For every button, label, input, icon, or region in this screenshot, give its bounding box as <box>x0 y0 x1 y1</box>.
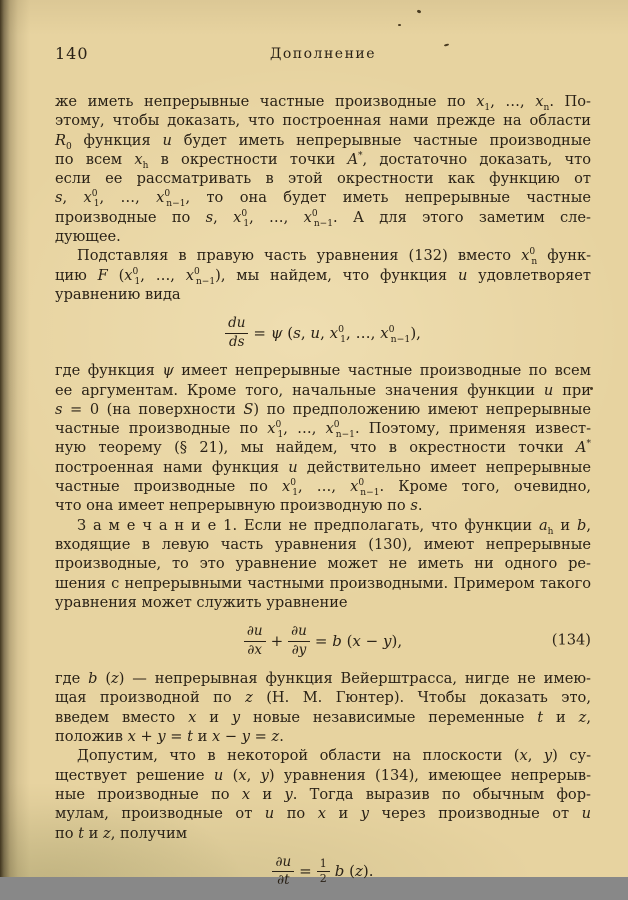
text-line: ее аргументам. Кроме того, начальные значения функции u при <box>55 381 592 399</box>
text-line: производные по s, $x^0_1$, …, $x^0_{n-1}$. А для этого заметим сле- <box>55 208 591 229</box>
equation-rhs: = ψ (s, u, $x^0_1$, …, $x^0_{n-1}$), <box>253 323 421 345</box>
page-header <box>55 44 591 64</box>
fraction-du-dx: $\frac{\partial u}{\partial x}$ <box>244 624 266 658</box>
text-line: уравнения может служить уравнение <box>55 593 348 611</box>
text-line: построенная нами функция u действительно имеет непрерывные <box>55 458 591 476</box>
plus-operator: + <box>270 631 284 650</box>
text-line: же иметь непрерывные частные производные по $x_1$, …, $x_n$. По- <box>55 93 591 113</box>
text-line: ществует решение u (x, y) уравнения (134), имеющее непрерыв- <box>55 766 592 784</box>
equation-rhs: = b (x − y), <box>314 631 403 650</box>
text-line: s = 0 (на поверхности S) по предположению имеют непрерывные <box>55 400 591 418</box>
equation-134 <box>55 621 591 658</box>
text-line: производные, то это уравнение может не иметь ни одного ре- <box>55 555 591 573</box>
text-line: где b (z) — непрерывная функция Вейерштрасса, нигде не имею- <box>55 670 591 688</box>
equation-number: (134) <box>551 631 591 649</box>
equation-du-ds <box>55 313 591 350</box>
equals-sign: = <box>299 862 312 881</box>
text-line: Подставляя в правую часть уравнения (132) вместо $x^0_n$ функ- <box>77 247 591 268</box>
text-line: s, $x^0_1$, …, $x^0_{n-1}$, то она будет иметь непрерывные частные <box>55 189 591 210</box>
text-line: мулам, производные от u по x и y через производные от u <box>55 805 591 823</box>
text-line: дующее. <box>55 228 121 246</box>
fraction-du-dy: $\frac{\partial u}{\partial y}$ <box>288 624 310 658</box>
text-line: Допустим, что в некоторой области на плоскости (x, y) су- <box>77 747 591 765</box>
running-title: Дополнение <box>269 46 377 62</box>
page-number: 140 <box>55 44 89 63</box>
page-content <box>55 44 591 900</box>
paragraph <box>55 516 591 612</box>
paper-speck <box>398 24 401 26</box>
text-line: цию F ($x^0_1$, …, $x^0_{n-1}$), мы найдем, что функция u удовлетворяет <box>55 266 591 287</box>
text-line: по всем $x_h$ в окрестности точки A*, достаточно доказать, что <box>55 150 592 171</box>
fraction-du-ds: $\frac{du}{ds}$ <box>225 316 248 350</box>
equation-du-dt <box>55 852 591 889</box>
text-line: если ее рассматривать в этой окрестности как функцию от <box>55 170 591 188</box>
paragraph <box>55 669 591 746</box>
text-line: положив x + y = t и x − y = z. <box>55 728 284 746</box>
paragraph <box>55 746 591 842</box>
paragraph <box>55 246 591 304</box>
text-line: частные производные по $x^0_1$, …, $x^0_{n-1}$. Кроме того, очевидно, <box>55 478 591 498</box>
text-line: что она имеет непрерывную производную по s. <box>55 497 423 515</box>
paragraph <box>55 92 591 246</box>
text-line: по t и z, получим <box>55 824 188 842</box>
text-line: З а м е ч а н и е 1. Если не предполагать, что функции $a_h$ и b, <box>77 516 591 537</box>
fraction-du-dt: $\frac{\partial u}{\partial t}$ <box>272 855 294 889</box>
paragraph <box>55 361 591 515</box>
fraction-one-half: $\frac{1}{2}$ <box>317 858 330 886</box>
equation-rhs: b (z). <box>334 862 374 881</box>
text-line: щая производной по z (Н. М. Гюнтер). Чтобы доказать это, <box>55 689 591 707</box>
text-line: этому, чтобы доказать, что построенная нами прежде на области <box>55 112 591 130</box>
text-line: уравнению вида <box>55 285 181 303</box>
text-line: частные производные по $x^0_1$, …, $x^0_{n-1}$. Поэтому, применяя извест- <box>55 420 592 441</box>
text-body <box>55 92 591 889</box>
text-line: где функция ψ имеет непрерывные частные производные по всем <box>55 362 591 380</box>
text-line: $R_0$ функция u будет иметь непрерывные частные производные <box>55 131 591 152</box>
text-line: ные производные по x и y. Тогда выразив по обычным фор- <box>55 785 591 803</box>
paper-speck <box>417 9 422 13</box>
text-line: шения с непрерывными частными производными. Примером такого <box>55 574 591 592</box>
text-line: введем вместо x и y новые независимые переменные t и z, <box>55 708 591 726</box>
text-line: входящие в левую часть уравнения (130), имеют непрерывные <box>55 535 591 553</box>
text-line: ную теорему (§ 21), мы найдем, что в окрестности точки A* <box>55 439 591 457</box>
